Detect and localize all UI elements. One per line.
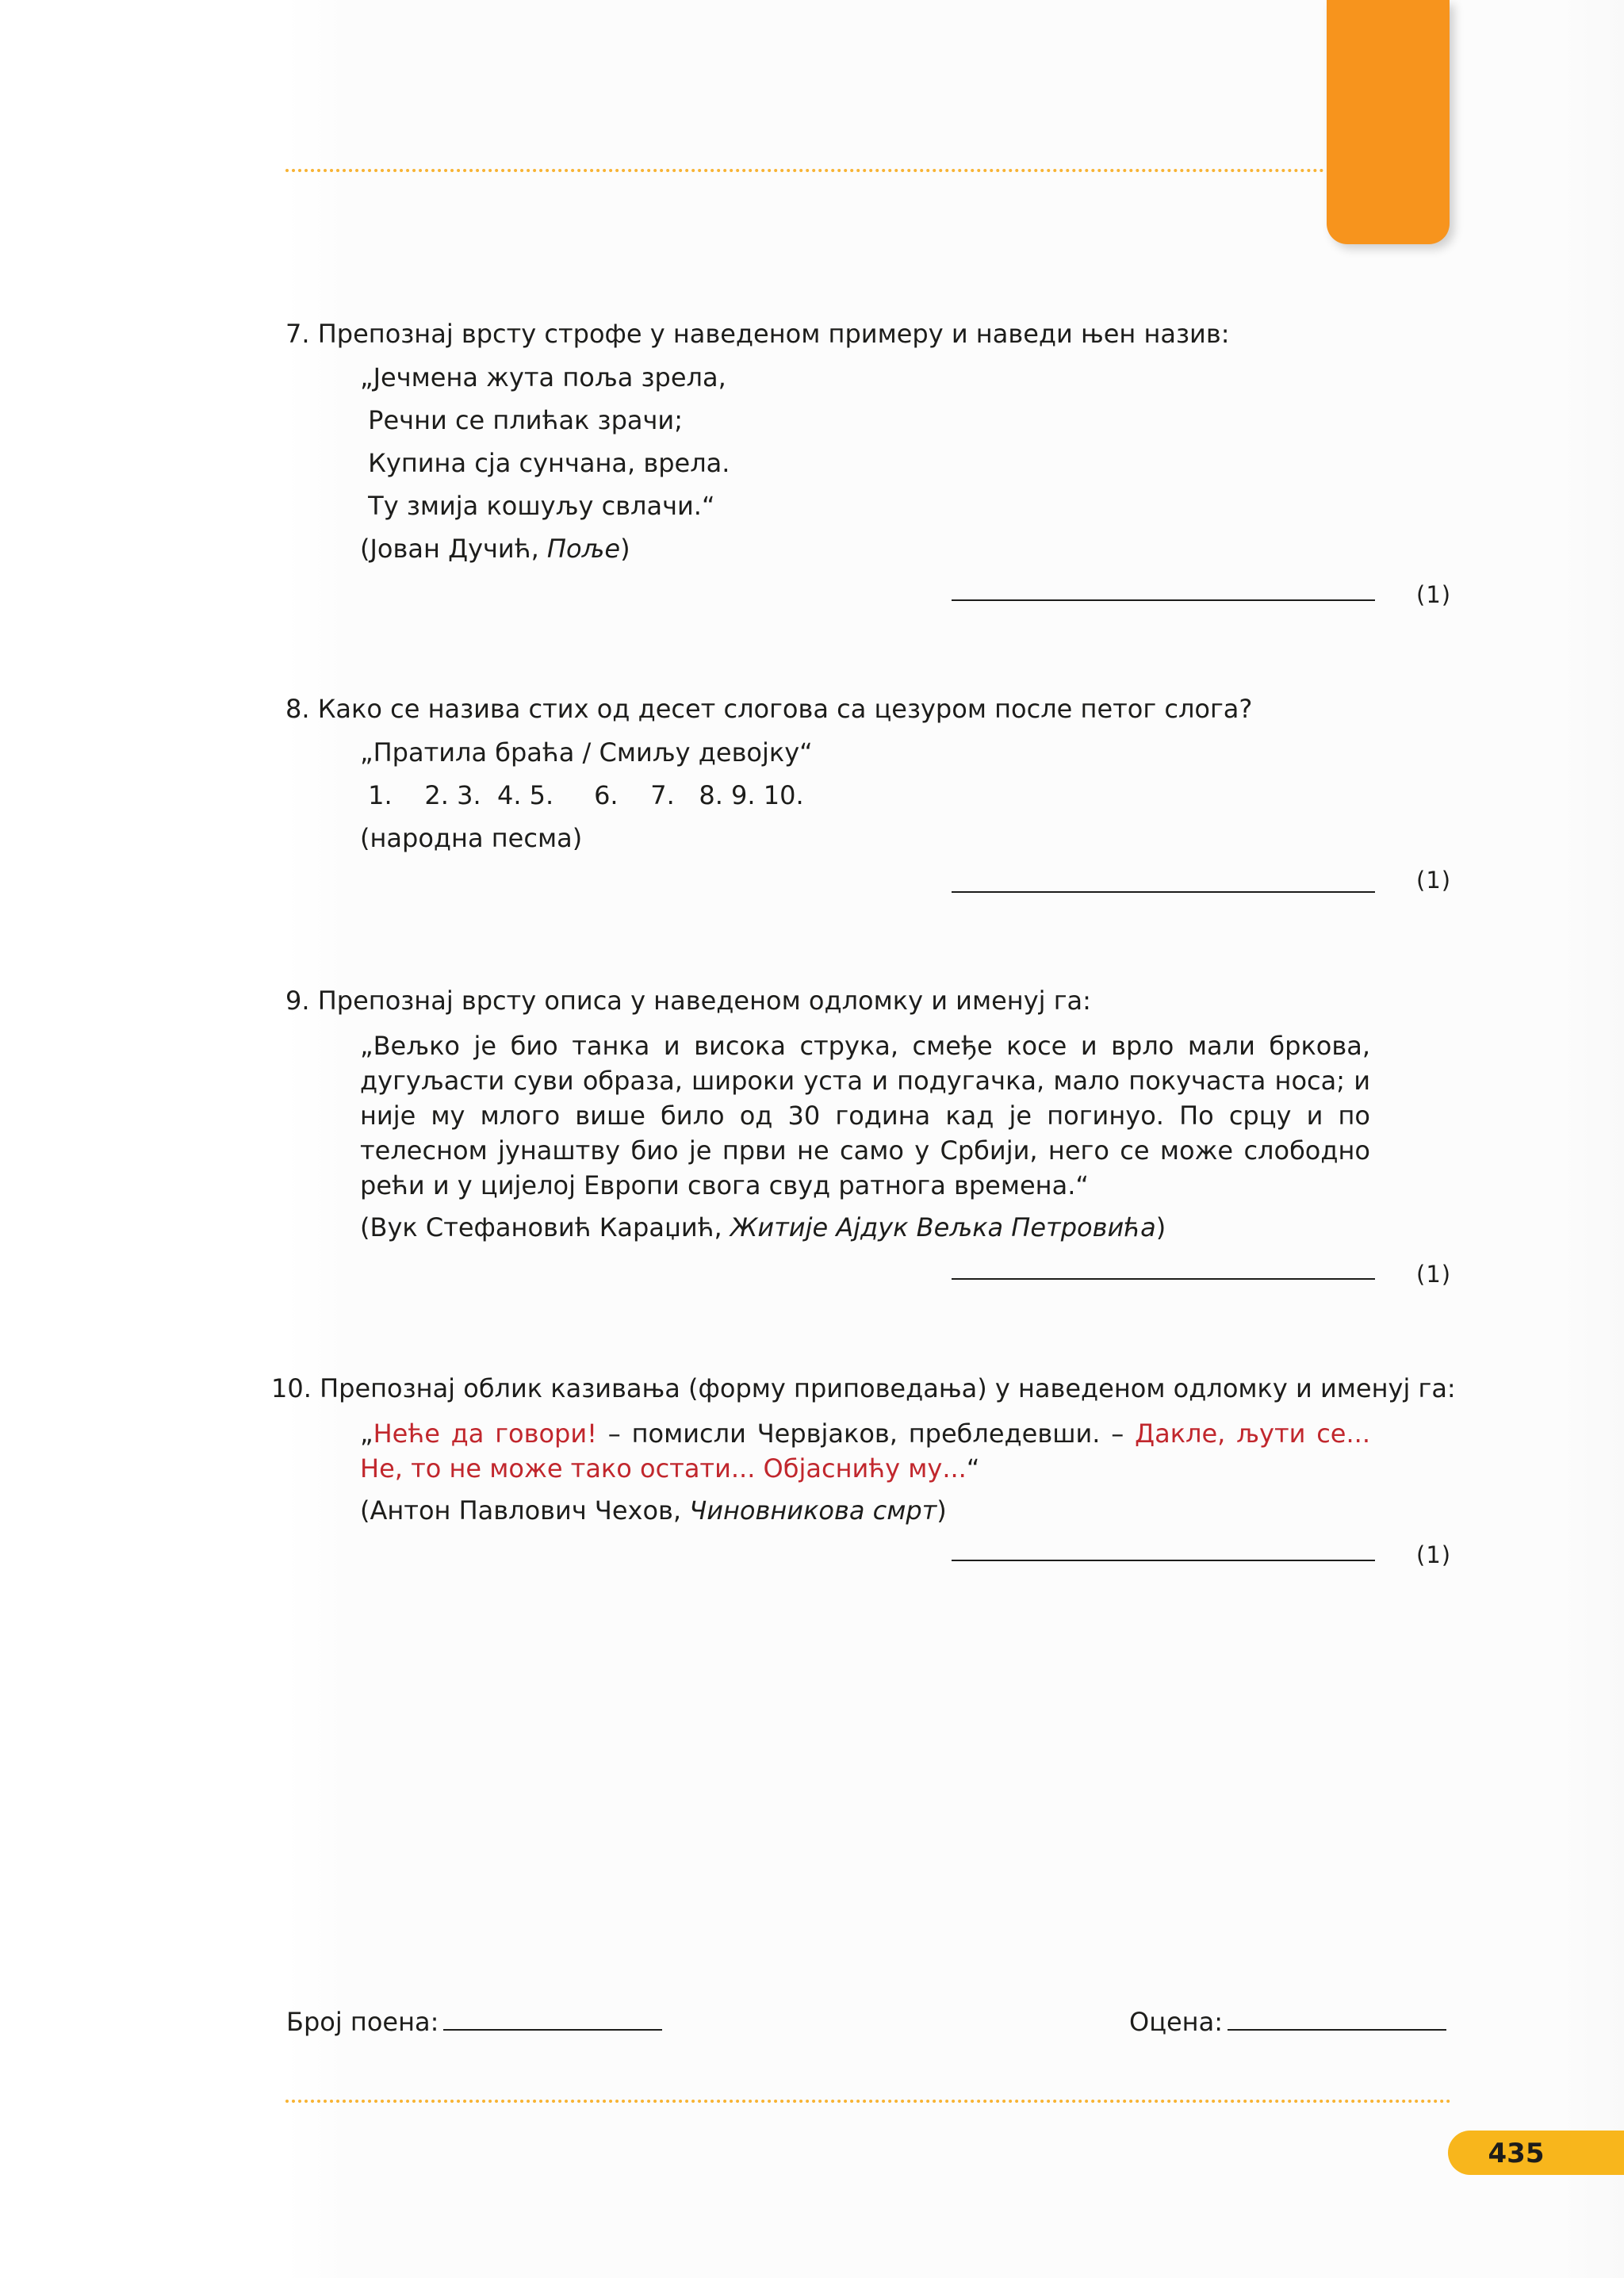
poem-excerpt — [360, 356, 1391, 570]
points-q10: (1) — [1416, 1541, 1452, 1568]
question-10-prompt — [271, 1373, 1456, 1403]
source-citation: (народна песма) — [360, 823, 583, 853]
page-number: 435 — [1488, 2138, 1545, 2169]
question-text: Препознај врсту описа у наведеном одломку и именуј га: — [317, 986, 1091, 1016]
dialogue-excerpt — [360, 1416, 1391, 1532]
question-text: Препознај облик казивања (форму приповедања) у наведеном одломку и именуј га: — [320, 1373, 1456, 1403]
top-dotted-divider — [285, 169, 1324, 172]
points-q8: (1) — [1416, 867, 1452, 894]
poem-line: Купина сја сунчана, врела. — [360, 448, 730, 478]
question-9-prompt — [285, 986, 1091, 1016]
question-number: 8. — [285, 694, 310, 724]
highlighted-speech: Неће да говори! — [373, 1418, 597, 1449]
question-8-prompt — [285, 694, 1252, 724]
highlighted-speech: Дакле, љути се... Не, то не може тако остати... Објаснићу му... — [360, 1418, 1371, 1484]
question-number: 10. — [271, 1373, 312, 1403]
poem-line: Ту змија кошуљу свлачи.“ — [360, 491, 715, 521]
answer-line-q7[interactable] — [952, 599, 1375, 601]
grade-input-line[interactable] — [1228, 2004, 1446, 2031]
grade-label: Оцена: — [1129, 2007, 1223, 2037]
verse-excerpt — [360, 731, 1391, 860]
question-number: 9. — [285, 986, 310, 1016]
excerpt-paragraph: „Неће да говори! – помисли Червјаков, пребледевши. – Дакле, љути се... Не, то не може тако остати... Објаснићу му...“ — [360, 1418, 1371, 1484]
score-label: Број поена: — [286, 2007, 439, 2037]
score-field — [286, 2004, 662, 2037]
score-input-line[interactable] — [443, 2004, 662, 2031]
bottom-dotted-divider — [285, 2100, 1451, 2103]
question-text: Како се назива стих од десет слогова са цезуром после петог слога? — [317, 694, 1253, 724]
question-text: Препознај врсту строфе у наведеном примеру и наведи њен назив: — [317, 319, 1230, 349]
source-citation: (Вук Стефановић Караџић, Житије Ајдук Вељка Петровића) — [360, 1212, 1166, 1242]
verse-quote: „Пратила браћа / Смиљу девојку“ — [360, 737, 813, 768]
grade-field — [1129, 2004, 1446, 2037]
prose-excerpt — [360, 1028, 1391, 1249]
answer-line-q8[interactable] — [952, 891, 1375, 893]
answer-line-q9[interactable] — [952, 1278, 1375, 1280]
source-citation: (Јован Дучић, Поље) — [360, 534, 630, 564]
excerpt-paragraph: „Вељко је био танка и висока струка, смеђе косе и врло мали бркова, дугуљасти суви образа, широки уста и подугачка, мало покучаста носа; и није му млого више било од 30 година кад је погинуо. По срцу и по телесном јунаштву био је први не само у Србији, него се може слободно рећи и у цијелој Европи свога свуд ратнога времена.“ — [360, 1031, 1370, 1200]
question-7-prompt — [285, 319, 1229, 349]
poem-line: „Јечмена жута поља зрела, — [360, 362, 726, 392]
answer-line-q10[interactable] — [952, 1560, 1375, 1561]
poem-line: Речни се плићак зрачи; — [360, 405, 683, 435]
source-citation: (Антон Павлович Чехов, Чиновникова смрт) — [360, 1495, 947, 1526]
question-number: 7. — [285, 319, 310, 349]
syllable-count: 1. 2. 3. 4. 5. 6. 7. 8. 9. 10. — [360, 780, 804, 810]
chapter-tab — [1327, 0, 1450, 244]
points-q9: (1) — [1416, 1261, 1452, 1288]
points-q7: (1) — [1416, 581, 1452, 608]
